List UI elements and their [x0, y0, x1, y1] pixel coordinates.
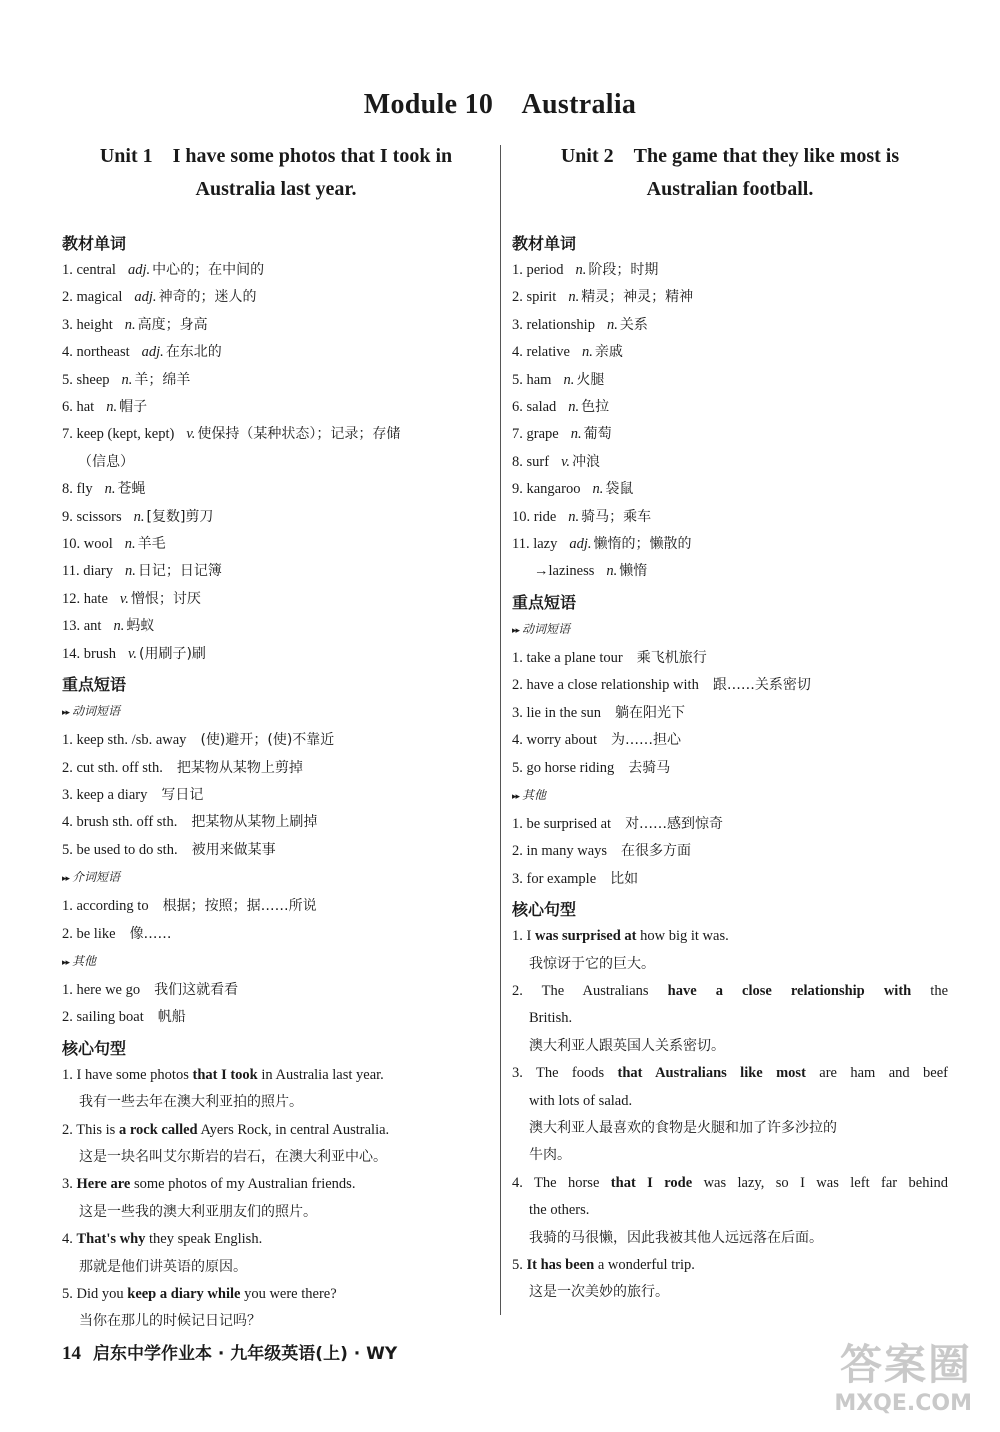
sentence-translation: 澳大利亚人跟英国人关系密切。: [529, 1037, 725, 1054]
unit1-title: Unit 1 I have some photos that I took in Australia last year.: [99, 145, 453, 200]
list-item: 1. be surprised at 对……感到惊奇: [512, 815, 724, 832]
unit2-vocab-list: [512, 257, 948, 586]
list-item: 12. hate v. 憎恨；讨厌: [62, 590, 201, 607]
list-item: 2. in many ways 在很多方面: [512, 843, 692, 860]
sentence: 2. This is a rock called Ayers Rock, in central Australia.: [62, 1121, 390, 1138]
watermark-logo: 答案圈: [839, 1340, 972, 1389]
list-item: 6. hat n. 帽子: [62, 399, 148, 416]
list-item: 2. be like 像……: [62, 925, 172, 942]
unit1-prep-phrase-heading: ▸▸ 介词短语: [62, 870, 121, 885]
sentence: 1. I was surprised at how big it was.: [512, 928, 729, 945]
list-item: 1. take a plane tour 乘飞机旅行: [512, 649, 707, 666]
list-item: 6. salad n. 色拉: [512, 399, 610, 416]
list-item: 2. spirit n. 精灵；神灵；精神: [512, 289, 694, 306]
sentence-translation: 这是一块名叫艾尔斯岩的岩石，在澳大利亚中心。: [79, 1148, 387, 1165]
list-item: 2. have a close relationship with 跟……关系密切: [512, 677, 811, 694]
sentence-continuation: the others.: [529, 1202, 590, 1219]
list-item: 9. kangaroo n. 袋鼠: [512, 481, 634, 498]
sentence: 3. Here are some photos of my Australian friends.: [62, 1176, 356, 1193]
sentence-translation: 牛肉。: [529, 1147, 571, 1164]
list-item-derived: →laziness n. 懒惰: [534, 563, 648, 580]
list-item: 3. for example 比如: [512, 870, 639, 887]
bullet-marker-icon: ▸▸: [62, 708, 70, 719]
unit1-other-phrase-heading: ▸▸ 其他: [62, 953, 97, 968]
unit1-column: [62, 140, 490, 1336]
list-item: 5. go horse riding 去骑马: [512, 759, 671, 776]
list-item: 5. sheep n. 羊；绵羊: [62, 371, 191, 388]
list-item: 1. keep sth. /sb. away (使)避开；(使)不靠近: [62, 732, 335, 749]
sentence-translation: 我惊讶于它的巨大。: [529, 955, 655, 972]
list-item: 11. diary n. 日记；日记簿: [62, 563, 222, 580]
list-item: 2. sailing boat 帆船: [62, 1009, 186, 1026]
sentence-translation: 我有一些去年在澳大利亚拍的照片。: [79, 1094, 303, 1111]
list-item: 5. ham n. 火腿: [512, 371, 605, 388]
list-item: 4. worry about 为……担心: [512, 732, 681, 749]
list-item: 2. magical adj. 神奇的；迷人的: [62, 289, 257, 306]
list-item: 10. wool n. 羊毛: [62, 536, 166, 553]
watermark: [802, 1340, 972, 1418]
page-number: 14: [62, 1343, 81, 1364]
list-item: 9. scissors n. [复数]剪刀: [62, 508, 214, 525]
list-item: 4. northeast adj. 在东北的: [62, 344, 222, 361]
sentence-translation: 那就是他们讲英语的原因。: [79, 1258, 247, 1275]
module-title: Module 10 Australia: [363, 89, 637, 120]
unit2-vocab-heading: 教材单词: [512, 234, 577, 253]
unit2-phrase-heading: 重点短语: [512, 592, 577, 612]
list-item: 4. brush sth. off sth. 把某物从某物上刷掉: [62, 814, 318, 831]
unit1-sentence-heading: 核心句型: [62, 1038, 127, 1058]
sentence-translation: 这是一些我的澳大利亚朋友们的照片。: [79, 1203, 317, 1220]
watermark-url: MXQE.COM: [834, 1391, 972, 1416]
list-item: 5. be used to do sth. 被用来做某事: [62, 841, 276, 858]
sentence-translation: 当你在那儿的时候记日记吗？: [79, 1313, 261, 1330]
bullet-marker-icon: ▸▸: [62, 874, 70, 885]
unit2-other-phrase-heading: ▸▸ 其他: [512, 787, 547, 802]
list-item-continuation: （信息）: [78, 453, 134, 470]
list-item: 14. brush v. (用刷子)刷: [62, 645, 206, 662]
sentence: 1. I have some photos that I took in Australia last year.: [62, 1066, 384, 1083]
sentence: 4. That's why they speak English.: [62, 1231, 263, 1248]
unit2-verb-phrase-heading: ▸▸ 动词短语: [512, 621, 571, 636]
bullet-marker-icon: ▸▸: [62, 957, 70, 968]
list-item: 3. height n. 高度；身高: [62, 316, 208, 333]
list-item: 8. surf v. 冲浪: [512, 453, 601, 470]
list-item: 2. cut sth. off sth. 把某物从某物上剪掉: [62, 759, 303, 776]
list-item: 1. period n. 阶段；时期: [512, 262, 659, 278]
list-item: 3. relationship n. 关系: [512, 316, 648, 333]
list-item: 3. keep a diary 写日记: [62, 786, 204, 803]
unit2-sentence-heading: 核心句型: [512, 900, 577, 920]
sentence: 2. The Australians have a close relationship with the: [512, 982, 949, 999]
sentence: 5. Did you keep a diary while you were there?: [62, 1286, 337, 1302]
sentence: 5. It has been a wonderful trip.: [512, 1257, 695, 1273]
list-item: 1. according to 根据；按照；据……所说: [62, 898, 317, 915]
bullet-marker-icon: ▸▸: [512, 625, 520, 636]
list-item: 11. lazy adj. 懒惰的；懒散的: [512, 536, 692, 553]
sentence-translation: 我骑的马很懒，因此我被其他人远远落在后面。: [529, 1229, 823, 1246]
page-footer: [62, 1339, 397, 1365]
sentence: 4. The horse that I rode was lazy, so I was left far behind: [512, 1174, 948, 1191]
unit1-verb-phrase-heading: ▸▸ 动词短语: [62, 704, 121, 719]
sentence-translation: 这是一次美妙的旅行。: [529, 1284, 669, 1301]
unit1-vocab-list: [62, 257, 490, 668]
book-title: 启东中学作业本 · 九年级英语(上) · WY: [93, 1344, 398, 1364]
list-item: 7. grape n. 葡萄: [512, 426, 612, 443]
list-item: 1. here we go 我们这就看看: [62, 981, 239, 998]
unit1-phrase-heading: 重点短语: [62, 675, 127, 695]
unit2-column: [512, 140, 948, 1307]
sentence-continuation: British.: [529, 1010, 573, 1027]
list-item: 4. relative n. 亲戚: [512, 344, 623, 361]
bullet-marker-icon: ▸▸: [512, 791, 520, 802]
sentence: 3. The foods that Australians like most are ham and beef: [512, 1065, 948, 1082]
list-item: 8. fly n. 苍蝇: [62, 481, 146, 498]
column-divider: [500, 145, 501, 1315]
sentence-continuation: with lots of salad.: [529, 1092, 633, 1109]
list-item: 10. ride n. 骑马；乘车: [512, 508, 652, 525]
list-item: 3. lie in the sun 躺在阳光下: [512, 704, 686, 721]
sentence-translation: 澳大利亚人最喜欢的食物是火腿和加了许多沙拉的: [529, 1119, 837, 1136]
list-item: 7. keep (kept, kept) v. 使保持（某种状态）；记录；存储: [62, 426, 401, 443]
unit1-vocab-heading: 教材单词: [62, 234, 127, 253]
list-item: 1. central adj. 中心的；在中间的: [62, 262, 265, 278]
unit2-title: Unit 2 The game that they like most is Australian football.: [560, 145, 900, 200]
list-item: 13. ant n. 蚂蚁: [62, 618, 155, 635]
